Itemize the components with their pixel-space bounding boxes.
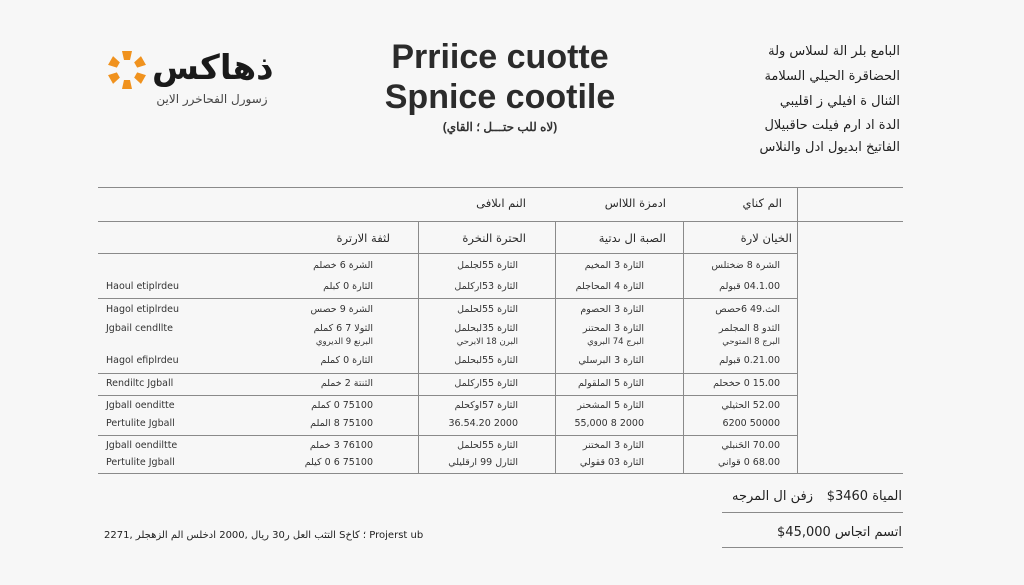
cell-value: 15.00 0 حخحلم [713, 378, 780, 389]
document-title-line1: Prriice cuotte [391, 38, 609, 76]
cell-value: 68.00 0 قواني [718, 457, 780, 468]
cell-description: الشرة 9 حصس [310, 304, 373, 315]
column-header: لثفة الارترة [336, 231, 390, 245]
cell-value: الثدو 8 المجلمر [718, 323, 780, 334]
cell-description: الشرة 6 خصلم [313, 260, 373, 271]
cell-value: الثارة 55لحلمل [457, 304, 518, 315]
cell-value: 0.21.00 قبولم [719, 355, 780, 366]
column-group-header: ادمزة اللااس [604, 196, 666, 210]
cell-value: الثارة 5 الملقولم [577, 378, 644, 389]
cell-item: Haoul etiplrdeu [106, 281, 179, 292]
address-line: الدة اد ارم فيلت حاقبيلال [764, 118, 900, 133]
cell-value: الثارة 03 ققولي [579, 457, 644, 468]
cell-value: 2000 8 55,000 [574, 418, 644, 429]
cell-value: الثارل 99 ارقليلي [448, 457, 518, 468]
cell-value: الثارة 55لجلمل [457, 260, 518, 271]
subtotal-label: زفن ال المرجه [732, 489, 813, 504]
cell-value: الثارة 55لحلمل [457, 440, 518, 451]
address-line: الثنال ة افيلي ز اقليبي [779, 94, 900, 109]
cell-value: الثارة 5 المشحنر [577, 400, 644, 411]
cell-item: Pertulite Jgball [106, 457, 175, 468]
group-divider [98, 435, 797, 436]
cell-description: الثنتة 2 خملم [320, 378, 373, 389]
column-header: الصبة ال ىدتية [598, 231, 666, 245]
cell-value-sub: البرن 18 الابرحي [456, 337, 518, 347]
column-divider [683, 221, 684, 473]
logo-wordmark: ذهاكس [152, 48, 274, 88]
logo-tagline: زسورل الفحاخرر الاين [156, 92, 268, 106]
totals-rule [722, 547, 903, 548]
cell-description: الثولا 7 6 كملم [313, 323, 373, 334]
table-header-rule [98, 253, 797, 254]
table-header-rule [98, 221, 903, 222]
cell-value: 70.00 الحَنبلي [721, 440, 780, 451]
logo-icon [105, 48, 149, 92]
column-header: الخيان لارة [740, 231, 792, 245]
footer-note: التثب العل ر30 ريال ,2000 ادخلس الم الزهجلر ,2271 S؛ كاخ Projerst ub [104, 530, 424, 541]
cell-description: 75100 6 0 كيلم [304, 457, 373, 468]
cell-description: 75100 0 كملم [311, 400, 373, 411]
address-line: الحضاقرة الحيلي السلامة [764, 69, 900, 84]
grand-total-value: $45,000 اتسم اتجاس [777, 525, 902, 540]
cell-item: Jgball oenditte [106, 400, 175, 411]
document-subtitle: (لاه للب حتـــل ؛ القاي) [442, 120, 558, 134]
cell-value: 04.1.00 قبولم [719, 281, 780, 292]
cell-item: Pertulite Jgball [106, 418, 175, 429]
cell-value: 2000 36.54.20 [448, 418, 518, 429]
group-divider [98, 395, 797, 396]
group-divider [98, 298, 797, 299]
cell-item: Jgball oendiltte [106, 440, 178, 451]
column-divider [797, 187, 798, 473]
group-divider [98, 373, 797, 374]
cell-value-sub: البرج 74 البروي [587, 337, 644, 347]
column-group-header: النم اىلافى [476, 196, 526, 210]
cell-value: الثارة 3 المحتنر [582, 323, 644, 334]
cell-description: الثارة 0 كبلم [323, 281, 373, 292]
document-title-line2: Spnice cootile [384, 78, 616, 116]
cell-value: الثارة 35لبحلمل [454, 323, 518, 334]
cell-value: 52.00 الحثيلي [721, 400, 780, 411]
column-divider [555, 221, 556, 473]
address-line: الفاتيخ ابديول ادل والنلاس [759, 140, 900, 155]
cell-value: الث.49 6حصص [715, 304, 780, 315]
cell-description: 76100 3 خملم [309, 440, 373, 451]
cell-item: Hagol efiplrdeu [106, 355, 179, 366]
table-top-rule [98, 187, 903, 188]
address-line: البامع بلر الة لسلاس ولة [768, 44, 900, 59]
cell-value: الثارة 53اركلمل [454, 281, 518, 292]
cell-description-sub: البرنع 9 الديروي [315, 337, 373, 347]
cell-description: الثارة 0 كملم [320, 355, 373, 366]
cell-item: Rendiltc Jgball [106, 378, 174, 389]
cell-value: الثارة 3 البرسلي [578, 355, 644, 366]
cell-value: الشرة 8 ضختلس [711, 260, 780, 271]
column-header: الحترة النخرة [462, 231, 526, 245]
cell-description: 75100 8 الملم [310, 418, 373, 429]
totals-rule [722, 512, 903, 513]
cell-value: الثارة 55لبحلمل [454, 355, 518, 366]
table-bottom-rule [98, 473, 903, 474]
subtotal-value: $3460 المياة [826, 489, 902, 504]
cell-value: الثارة 3 المختنر [582, 440, 644, 451]
cell-item: Jgbail cendllte [106, 323, 173, 334]
cell-value: الثارة 4 المحاجلم [575, 281, 644, 292]
cell-value: الثارة 3 المخيم [584, 260, 644, 271]
cell-value: الثارة 3 الحصوم [580, 304, 644, 315]
column-divider [418, 221, 419, 473]
cell-value: 50000 6200 [722, 418, 780, 429]
column-group-header: الم كناي [742, 196, 782, 210]
cell-value-sub: البرج 8 المتوحي [722, 337, 780, 347]
cell-value: الثارة 57اوكحلم [454, 400, 518, 411]
cell-value: الثارة 55اركلمل [454, 378, 518, 389]
cell-item: Hagol etiplrdeu [106, 304, 179, 315]
